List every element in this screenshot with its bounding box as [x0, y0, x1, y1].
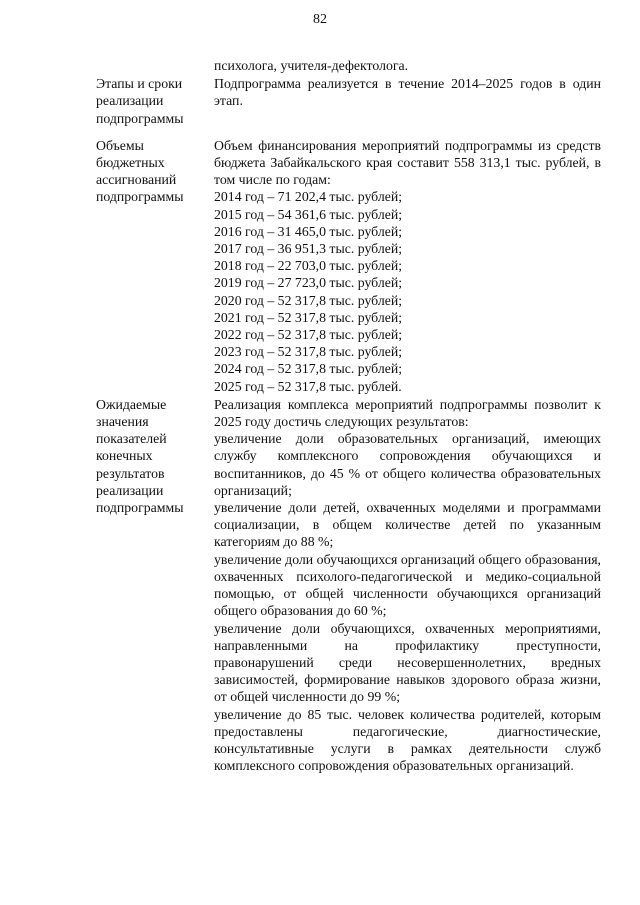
- result-item: увеличение доли образовательных организаций, имеющих службу комплексного сопровождения обучающихся и воспитанников, до 45 % от общего количества образовательных организаций;: [214, 431, 601, 498]
- budget-year-2024: 2024 год – 52 317,8 тыс. рублей;: [214, 361, 403, 377]
- budget-year-2022: 2022 год – 52 317,8 тыс. рублей;: [214, 327, 403, 343]
- page-number: 82: [313, 12, 327, 27]
- budget-year-2023: 2023 год – 52 317,8 тыс. рублей;: [214, 344, 403, 360]
- continuation-text: психолога, учителя-дефектолога.: [214, 58, 409, 73]
- budget-row: [96, 137, 601, 395]
- result-item: увеличение доли обучающихся, охваченных мероприятиями, направленными на профилактику преступности, правонарушений среди несовершеннолетних, вредных зависимостей, формирование навыков здорового образа жизни, от общей численности до 99 %;: [214, 620, 601, 705]
- results-cell: [214, 396, 601, 774]
- result-item: увеличение доли детей, охваченных моделями и программами социализации, в общем количестве детей по указанным категориям до 88 %;: [214, 500, 601, 550]
- continuation-row: [96, 57, 601, 74]
- budget-intro: Объем финансирования мероприятий подпрограммы из средств бюджета Забайкальского края составит 558 313,1 тыс. рублей, в том числе по годам:: [214, 137, 601, 188]
- stages-label: Этапы и сроки реализации подпрограммы: [96, 76, 184, 126]
- budget-year-2018: 2018 год – 22 703,0 тыс. рублей;: [214, 258, 403, 274]
- results-label: Ожидаемые значения показателей конечных результатов реализации подпрограммы: [96, 396, 184, 516]
- budget-cell: [214, 137, 601, 395]
- continuation-label-cell: [96, 57, 214, 74]
- budget-year-2021: 2021 год – 52 317,8 тыс. рублей;: [214, 309, 403, 325]
- budget-year-2016: 2016 год – 31 465,0 тыс. рублей;: [214, 223, 403, 239]
- result-item: увеличение до 85 тыс. человек количества родителей, которым предоставлены педагогические, диагностические, консультативные услуги в рамках деятельности служб комплексного сопровождения образовательных организаций.: [214, 706, 601, 774]
- stages-row: [96, 75, 601, 127]
- budget-year-2020: 2020 год – 52 317,8 тыс. рублей;: [214, 292, 403, 308]
- stages-text: Подпрограмма реализуется в течение 2014–2025 годов в один этап.: [214, 76, 601, 109]
- result-item: увеличение доли обучающихся организаций общего образования, охваченных психолого-педагогической и медико-социальной помощью, от общей численности обучающихся организаций общего образования до 60 %;: [214, 551, 601, 619]
- budget-year-2017: 2017 год – 36 951,3 тыс. рублей;: [214, 241, 403, 257]
- budget-year-2025: 2025 год – 52 317,8 тыс. рублей.: [214, 378, 402, 394]
- budget-year-2014: 2014 год – 71 202,4 тыс. рублей;: [214, 189, 403, 205]
- budget-year-list: [214, 188, 601, 394]
- results-intro: Реализация комплекса мероприятий подпрограммы позволит к 2025 году достичь следующих результатов:: [214, 396, 601, 430]
- budget-year-2015: 2015 год – 54 361,6 тыс. рублей;: [214, 206, 403, 222]
- budget-year-2019: 2019 год – 27 723,0 тыс. рублей;: [214, 275, 403, 291]
- budget-label: Объемы бюджетных ассигнований подпрограммы: [96, 137, 184, 205]
- results-row: [96, 396, 601, 774]
- passport-table: [96, 57, 601, 774]
